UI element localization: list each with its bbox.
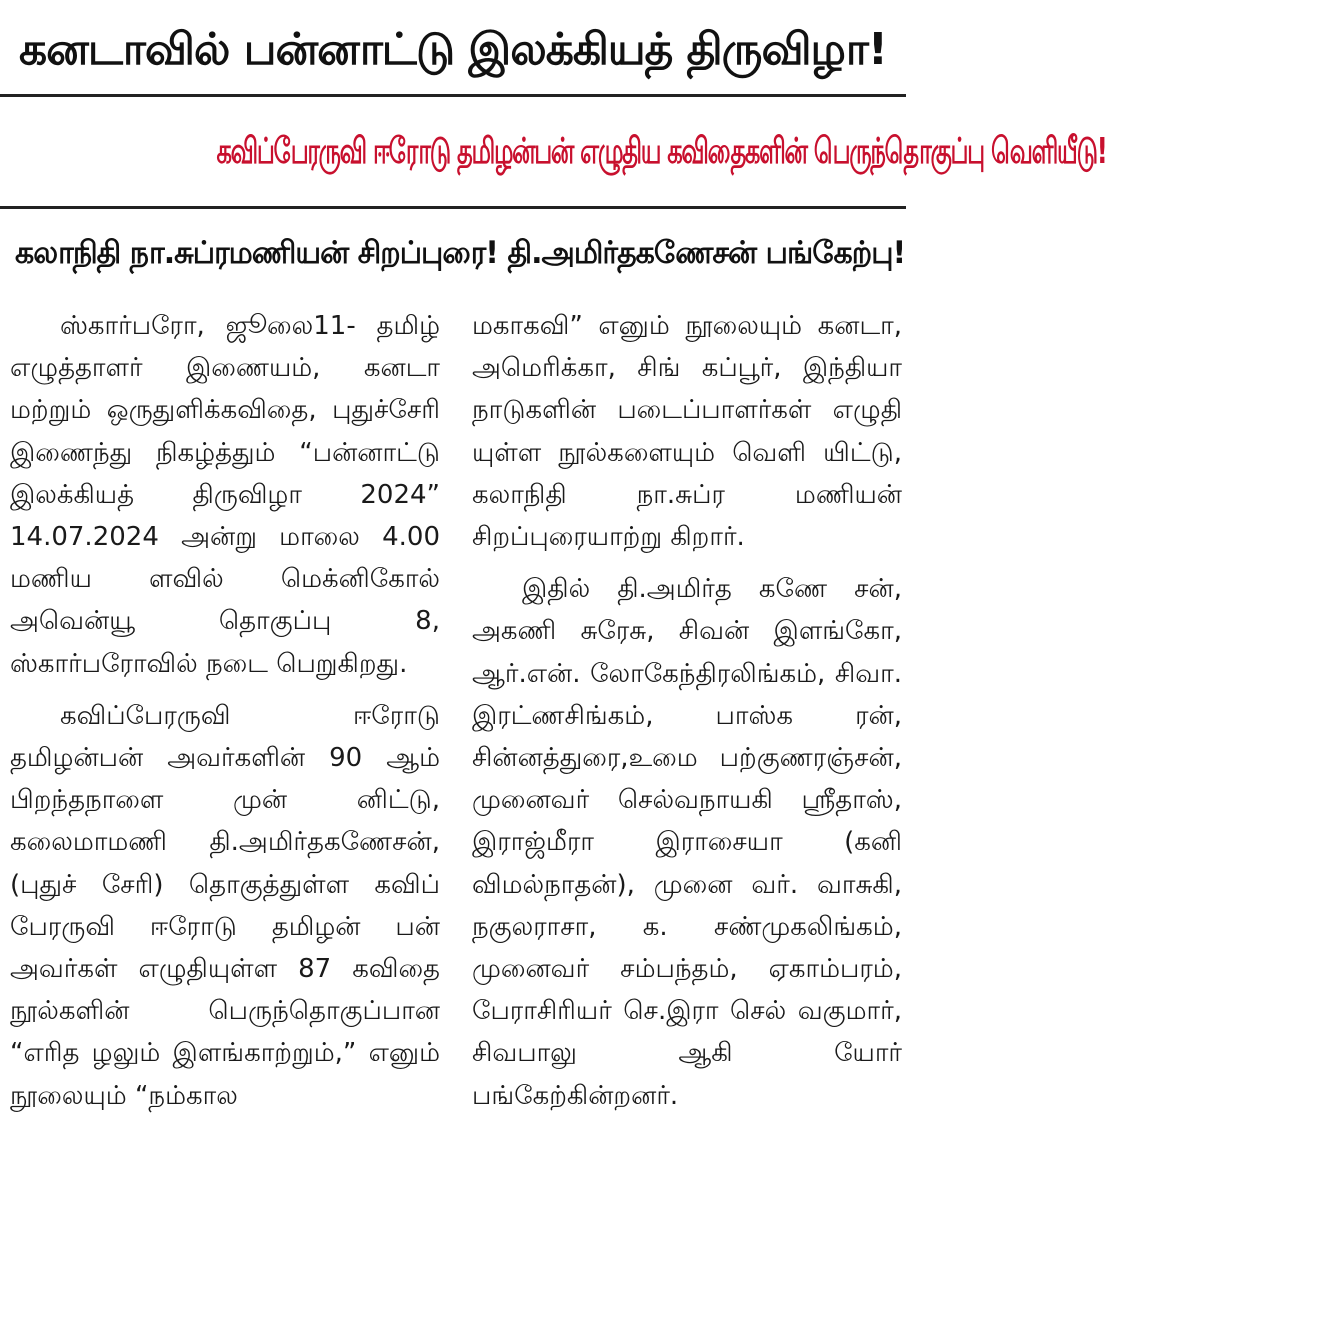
article-column-left bbox=[10, 305, 440, 1342]
subtitle-divider bbox=[0, 206, 906, 209]
article-paragraph: இதில் தி.அமிர்த கணே சன், அகணி சுரேசு, சிவன் இளங்கோ, ஆர்.என். லோகேந்திரலிங்கம், சிவா. இரட்ணசிங்கம், பாஸ்க ரன், சின்னத்துரை,உமை பற்குணரஞ்சன், முனைவர் செல்வநாயகி ஸ்ரீதாஸ், இராஜ்மீரா இராசையா (கனி விமல்நாதன்), முனை வர். வாசுகி, நகுலராசா, க. சண்முகலிங்கம், முனைவர் சம்பந்தம், ஏகாம்பரம், பேராசிரியர் செ.இரா செல் வகுமார், சிவபாலு ஆகி யோர் பங்கேற்கின்றனர். bbox=[472, 574, 902, 1111]
article-paragraph: ஸ்கார்பரோ, ஜூலை11- தமிழ் எழுத்தாளர் இணையம், கனடா மற்றும் ஒருதுளிக்கவிதை, புதுச்சேரி இணைந்து நிகழ்த்தும் “பன்னாட்டு இலக்கியத் திருவிழா 2024” 14.07.2024 அன்று மாலை 4.00 மணிய ளவில் மெக்னிகோல் அவென்யூ தொகுப்பு 8, ஸ்கார்பரோவில் நடை பெறுகிறது. bbox=[10, 311, 440, 679]
headline-subtitle: கவிப்பேரருவி ஈரோடு தமிழன்பன் எழுதிய கவிதைகளின் பெருந்தொகுப்பு வெளியீடு! bbox=[216, 131, 1107, 172]
headline-title: கனடாவில் பன்னாட்டு இலக்கியத் திருவிழா! bbox=[19, 24, 887, 75]
headline-deck: கலாநிதி நா.சுப்ரமணியன் சிறப்புரை! தி.அமிர்தகணேசன் பங்கேற்பு! bbox=[15, 235, 906, 271]
article-paragraph: கவிப்பேரருவி ஈரோடு தமிழன்பன் அவர்களின் 90 ஆம் பிறந்தநாளை முன் னிட்டு, கலைமாமணி தி.அமிர்தகணேசன், (புதுச் சேரி) தொகுத்துள்ள கவிப் பேரருவி ஈரோடு தமிழன் பன் அவர்கள் எழுதியுள்ள 87 கவிதை நூல்களின் பெருந்தொகுப்பான “எரித ழலும் இளங்காற்றும்,” எனும் நூலையும் “நம்கால bbox=[10, 700, 440, 1111]
article-column-right bbox=[472, 305, 902, 1342]
headline-divider bbox=[0, 94, 906, 97]
article-paragraph: மகாகவி” எனும் நூலையும் கனடா, அமெரிக்கா, சிங் கப்பூர், இந்தியா நாடுகளின் படைப்பாளர்கள் எழுதி யுள்ள நூல்களையும் வெளி யிட்டு, கலாநிதி நா.சுப்ர மணியன் சிறப்புரையாற்று கிறார். bbox=[472, 311, 902, 553]
article-body bbox=[10, 305, 902, 1342]
